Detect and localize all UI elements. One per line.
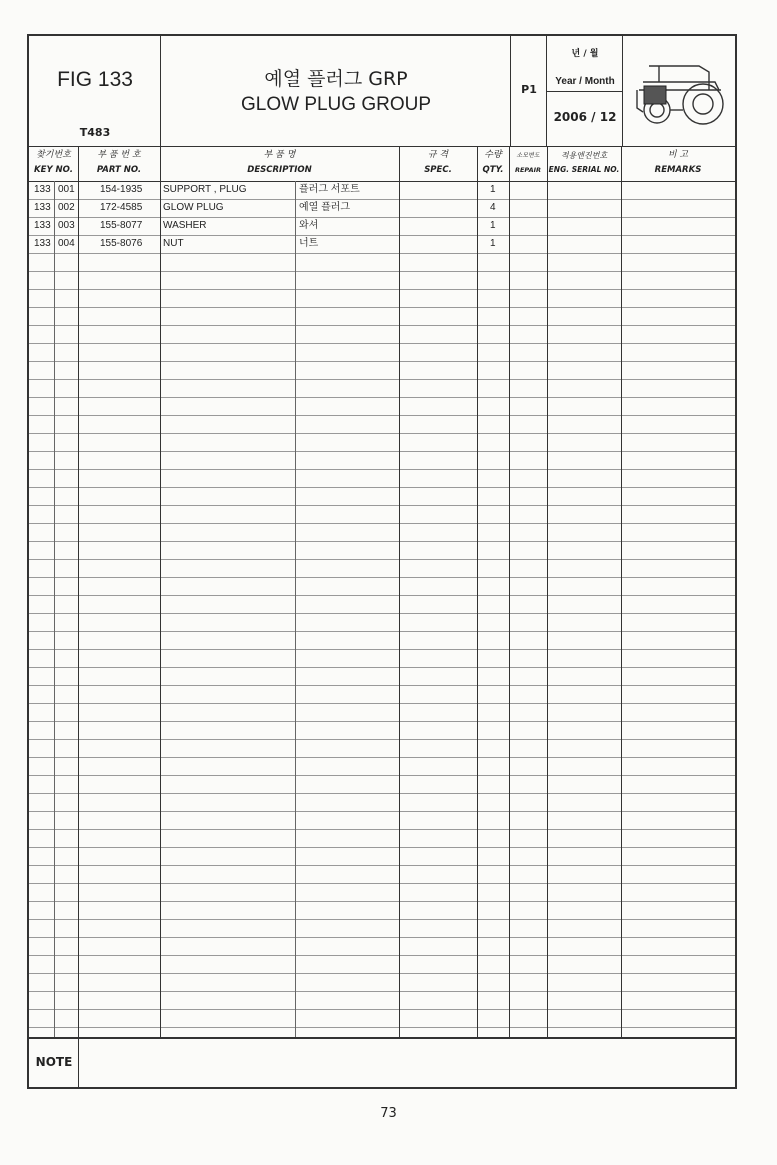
note-divider — [78, 1039, 79, 1089]
col-key-no: 찾기번호 KEY NO. — [34, 150, 73, 175]
title-cell — [161, 36, 511, 146]
figure-cell — [29, 36, 161, 146]
row-rule — [29, 379, 735, 380]
row-rule — [29, 487, 735, 488]
parts-sheet — [27, 34, 737, 1089]
row-rule — [29, 919, 735, 920]
page-label: P1 — [521, 83, 537, 96]
row-rule — [29, 667, 735, 668]
page-cell — [511, 36, 547, 146]
description-en-cell: WASHER — [163, 220, 207, 231]
part-number-cell: 172-4585 — [100, 202, 143, 213]
note-section — [29, 1037, 735, 1089]
key-cell: 004 — [58, 238, 75, 249]
row-rule — [29, 289, 735, 290]
date-cell — [547, 36, 623, 146]
tractor-icon-cell — [623, 36, 735, 146]
row-rule — [29, 415, 735, 416]
qty-cell: 1 — [490, 238, 496, 249]
col-description: 부 품 명 DESCRIPTION — [247, 150, 312, 175]
part-number-cell: 155-8076 — [100, 238, 143, 249]
row-rule — [29, 361, 735, 362]
row-rule — [29, 865, 735, 866]
issue-date: 2006 / 12 — [553, 110, 617, 124]
row-rule — [29, 397, 735, 398]
col-engine-serial: 적용엔진번호 ENG. SERIAL NO. — [548, 151, 620, 174]
fig-cell: 133 — [34, 238, 51, 249]
date-divider — [547, 91, 623, 92]
row-rule — [29, 757, 735, 758]
row-rule — [29, 343, 735, 344]
row-rule — [29, 811, 735, 812]
row-rule — [29, 703, 735, 704]
column-rule — [621, 146, 622, 1037]
column-rule — [295, 181, 296, 1037]
year-month-label: Year / Month — [555, 76, 615, 87]
column-rule — [547, 146, 548, 1037]
row-rule — [29, 541, 735, 542]
description-en-cell: NUT — [163, 238, 184, 249]
row-rule — [29, 973, 735, 974]
fig-cell: 133 — [34, 202, 51, 213]
year-month-korean: 년 / 월 — [571, 49, 599, 59]
sheet-header — [29, 36, 735, 147]
qty-cell: 4 — [490, 202, 496, 213]
key-cell: 001 — [58, 184, 75, 195]
description-ko-cell: 예열 플러그 — [299, 202, 351, 213]
row-rule — [29, 901, 735, 902]
figure-number: FIG 133 — [57, 68, 133, 91]
row-rule — [29, 451, 735, 452]
column-rule — [509, 146, 510, 1037]
row-rule — [29, 685, 735, 686]
row-rule — [29, 613, 735, 614]
row-rule — [29, 793, 735, 794]
key-cell: 002 — [58, 202, 75, 213]
row-rule — [29, 307, 735, 308]
description-ko-cell: 너트 — [299, 238, 319, 249]
column-header-row — [29, 146, 735, 182]
row-rule — [29, 523, 735, 524]
description-en-cell: SUPPORT , PLUG — [163, 184, 247, 195]
row-rule — [29, 847, 735, 848]
row-rule — [29, 433, 735, 434]
fig-cell: 133 — [34, 220, 51, 231]
row-rule — [29, 325, 735, 326]
key-cell: 003 — [58, 220, 75, 231]
col-repair: 소모변도 REPAIR — [514, 152, 542, 174]
title-korean: 예열 플러그 GRP — [264, 68, 408, 90]
row-rule — [29, 1009, 735, 1010]
description-ko-cell: 플러그 서포트 — [299, 184, 360, 195]
part-number-cell: 154-1935 — [100, 184, 143, 195]
qty-cell: 1 — [490, 220, 496, 231]
row-rule — [29, 559, 735, 560]
column-rule — [78, 146, 79, 1037]
column-rule — [160, 146, 161, 1037]
row-rule — [29, 469, 735, 470]
row-rule — [29, 883, 735, 884]
row-rule — [29, 775, 735, 776]
row-rule — [29, 505, 735, 506]
column-rule — [399, 146, 400, 1037]
row-rule — [29, 937, 735, 938]
row-rule — [29, 955, 735, 956]
col-part-no: 부 품 번 호 PART NO. — [96, 150, 142, 175]
column-rule — [477, 146, 478, 1037]
row-rule — [29, 271, 735, 272]
col-spec: 규 격 SPEC. — [424, 150, 452, 175]
description-ko-cell: 와셔 — [299, 220, 319, 231]
title-english: GLOW PLUG GROUP — [240, 94, 432, 115]
row-rule — [29, 577, 735, 578]
fig-cell: 133 — [34, 184, 51, 195]
row-rule — [29, 631, 735, 632]
row-rule — [29, 991, 735, 992]
col-remarks: 비 고 REMARKS — [654, 150, 702, 175]
row-rule — [29, 253, 735, 254]
col-qty: 수량 QTY. — [482, 150, 504, 175]
page-number: 73 — [380, 1106, 397, 1121]
row-rule — [29, 1027, 735, 1028]
row-rule — [29, 721, 735, 722]
row-rule — [29, 595, 735, 596]
row-rule — [29, 649, 735, 650]
description-en-cell: GLOW PLUG — [163, 202, 224, 213]
part-number-cell: 155-8077 — [100, 220, 143, 231]
tractor-icon — [631, 50, 727, 130]
model-code: T483 — [79, 126, 111, 139]
column-rule — [54, 181, 55, 1037]
row-rule — [29, 739, 735, 740]
qty-cell: 1 — [490, 184, 496, 195]
row-rule — [29, 829, 735, 830]
note-label: NOTE — [35, 1055, 73, 1069]
